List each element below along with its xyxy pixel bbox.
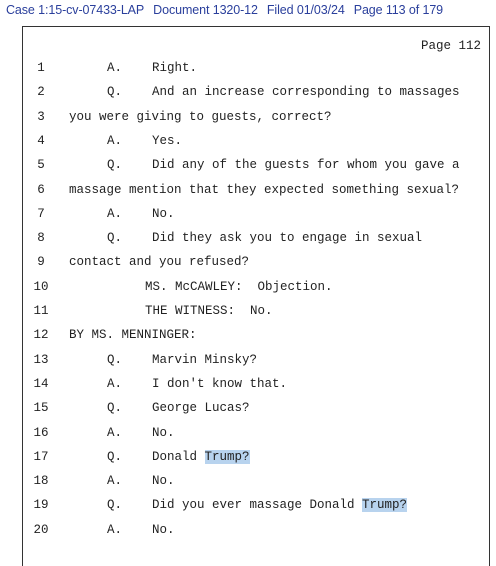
transcript-line — [23, 426, 491, 448]
line-text — [107, 426, 175, 440]
line-text — [69, 183, 459, 197]
transcript-line — [23, 255, 491, 277]
line-text — [145, 280, 333, 294]
transcript-line — [23, 207, 491, 229]
line-text — [107, 231, 422, 245]
case-number: Case 1:15-cv-07433-LAP — [6, 3, 145, 17]
line-text-content: THE WITNESS: No. — [145, 304, 273, 318]
filed-date: Filed 01/03/24 — [266, 3, 345, 17]
line-text — [107, 158, 460, 172]
line-text-content: MS. McCAWLEY: Objection. — [145, 279, 333, 294]
line-number: 6 — [37, 182, 45, 197]
transcript-line — [23, 450, 491, 472]
line-text — [107, 450, 250, 464]
line-number: 1 — [37, 61, 45, 75]
highlighted-search-term: Trump? — [204, 449, 250, 464]
line-number: 13 — [33, 352, 49, 367]
line-text — [69, 110, 332, 124]
line-text-content: Q. Donald — [107, 449, 205, 464]
line-text — [107, 61, 197, 75]
highlighted-search-term: Trump? — [362, 498, 408, 513]
line-text-content: Q. And an increase corresponding to massages — [107, 85, 460, 100]
transcript-line — [23, 498, 491, 520]
transcript-line — [23, 110, 491, 132]
transcript-line — [23, 280, 491, 302]
line-text-content: A. Yes. — [107, 133, 183, 148]
line-number: 4 — [37, 133, 45, 148]
line-number: 8 — [37, 231, 45, 246]
line-number: 3 — [37, 109, 45, 124]
line-text — [107, 474, 175, 488]
line-text-content: Q. Did any of the guests for whom you gave a — [107, 158, 460, 173]
line-text-content: A. No. — [107, 425, 175, 440]
line-text — [69, 328, 197, 342]
transcript-line — [23, 474, 491, 496]
line-text-content: Q. Did you ever massage Donald — [107, 498, 363, 513]
line-text-content: BY MS. MENNINGER: — [69, 328, 197, 343]
line-text-content: A. No. — [107, 206, 175, 221]
line-text — [107, 377, 287, 391]
line-text — [107, 134, 182, 148]
line-text-content: A. No. — [107, 522, 175, 537]
transcript-line — [23, 61, 491, 83]
transcript-page-number: Page 112 — [420, 39, 481, 53]
transcript-line — [23, 401, 491, 423]
document-number: Document 1320-12 — [153, 3, 258, 17]
line-text-content: A. Right. — [107, 61, 198, 75]
transcript-line — [23, 231, 491, 253]
line-number: 15 — [33, 401, 49, 416]
line-number: 11 — [33, 304, 49, 318]
line-number: 7 — [37, 206, 45, 221]
line-text-content: Q. Marvin Minsky? — [107, 352, 258, 367]
line-text — [107, 401, 250, 415]
transcript-line — [23, 328, 491, 350]
line-text-content: Q. Did they ask you to engage in sexual — [107, 231, 423, 246]
transcript-line — [23, 377, 491, 399]
transcript-line — [23, 85, 491, 107]
line-text-content: A. I don't know that. — [107, 376, 288, 391]
line-text — [69, 255, 249, 269]
transcript-line — [23, 353, 491, 375]
transcript-line — [23, 134, 491, 156]
line-text — [107, 523, 175, 537]
line-text — [107, 207, 175, 221]
line-number: 5 — [37, 158, 45, 173]
transcript-line — [23, 523, 491, 545]
transcript-line — [23, 158, 491, 180]
line-text — [107, 353, 257, 367]
transcript-page — [22, 26, 490, 566]
line-number: 19 — [33, 498, 49, 513]
line-number: 14 — [33, 376, 49, 391]
line-number: 12 — [33, 328, 49, 343]
line-number: 2 — [37, 85, 45, 100]
line-text-content: massage mention that they expected something sexual? — [69, 182, 460, 197]
line-text — [107, 498, 407, 512]
line-text-content: contact and you refused? — [69, 255, 250, 270]
page-count: Page 113 of 179 — [353, 3, 444, 17]
line-number: 9 — [37, 255, 45, 270]
line-text — [107, 85, 460, 99]
line-number: 16 — [33, 425, 49, 440]
line-number: 10 — [33, 279, 49, 294]
line-text-content: Q. George Lucas? — [107, 401, 250, 416]
transcript-line — [23, 183, 491, 205]
document-header — [6, 3, 443, 17]
line-number: 18 — [33, 474, 49, 489]
line-number: 20 — [33, 522, 49, 537]
transcript-line — [23, 304, 491, 326]
line-text — [145, 304, 273, 318]
line-text-content: you were giving to guests, correct? — [69, 109, 332, 124]
line-number: 17 — [33, 449, 49, 464]
line-text-content: A. No. — [107, 474, 175, 489]
